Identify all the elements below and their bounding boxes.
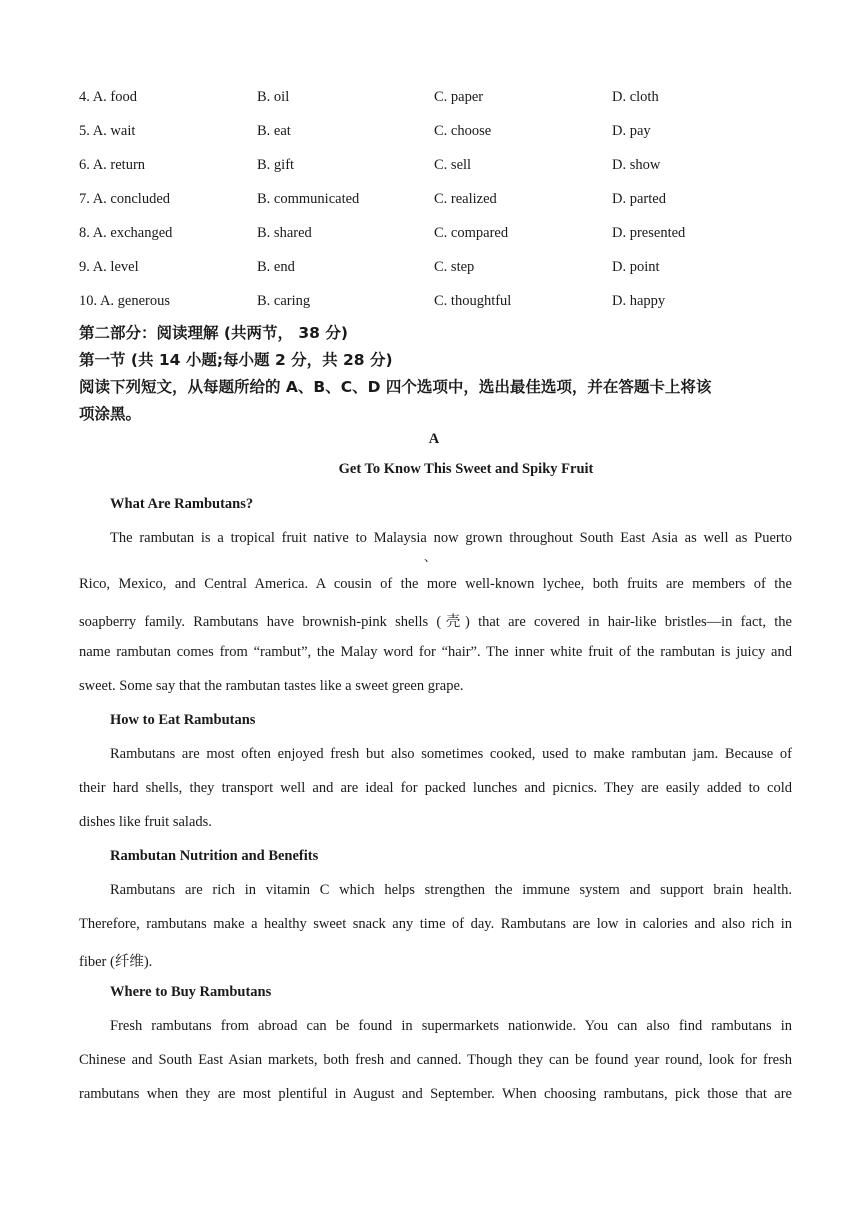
part2-heading: 第二部分：阅读理解 (共两节， 38 分) xyxy=(79,324,348,342)
option-row-9 xyxy=(0,259,868,281)
subheading-where-to-buy: Where to Buy Rambutans xyxy=(110,984,272,1000)
option-d: D. pay xyxy=(612,123,651,139)
paragraph-line: Rambutans are rich in vitamin C which helps strengthen the immune system and support brain health. xyxy=(110,882,792,898)
option-c: C. paper xyxy=(434,89,484,105)
option-a: 10. A. generous xyxy=(79,293,171,309)
passage-title: Get To Know This Sweet and Spiky Fruit xyxy=(338,461,594,477)
option-d: D. point xyxy=(612,259,660,275)
subheading-how-to-eat: How to Eat Rambutans xyxy=(110,712,256,728)
stray-mark: 、 xyxy=(424,550,437,564)
option-a: 9. A. level xyxy=(79,259,139,275)
paragraph-line: sweet. Some say that the rambutan tastes like a sweet green grape. xyxy=(79,678,464,694)
option-c: C. step xyxy=(434,259,475,275)
option-a: 6. A. return xyxy=(79,157,146,173)
option-d: D. happy xyxy=(612,293,666,309)
paragraph-line: fiber (纤维). xyxy=(79,954,153,970)
paragraph-line: name rambutan comes from “rambut”, the Malay word for “hair”. The inner white fruit of the rambutan is juicy and xyxy=(79,644,792,660)
option-c: C. compared xyxy=(434,225,509,241)
option-c: C. sell xyxy=(434,157,472,173)
option-a: 8. A. exchanged xyxy=(79,225,173,241)
paragraph-line: soapberry family. Rambutans have brownish-pink shells (壳) that are covered in hair-like bristles—in fact, the xyxy=(79,614,792,630)
instruction-line-1: 阅读下列短文，从每题所给的 A、B、C、D 四个选项中，选出最佳选项，并在答题卡上将该 xyxy=(79,378,712,396)
paragraph-line: Rambutans are most often enjoyed fresh but also sometimes cooked, used to make rambutan jam. Because of xyxy=(110,746,792,762)
option-row-5 xyxy=(0,123,868,145)
passage-letter: A xyxy=(428,431,440,447)
paragraph-line: dishes like fruit salads. xyxy=(79,814,212,830)
option-a: 7. A. concluded xyxy=(79,191,171,207)
option-b: B. oil xyxy=(257,89,290,105)
paragraph-line: their hard shells, they transport well and are ideal for packed lunches and picnics. They are easily added to cold xyxy=(79,780,792,796)
option-row-6 xyxy=(0,157,868,179)
paragraph-line: Rico, Mexico, and Central America. A cousin of the more well-known lychee, both fruits are members of the xyxy=(79,576,792,592)
option-b: B. communicated xyxy=(257,191,360,207)
paragraph-line: Fresh rambutans from abroad can be found in supermarkets nationwide. You can also find rambutans in xyxy=(110,1018,792,1034)
section1-heading: 第一节 (共 14 小题;每小题 2 分，共 28 分) xyxy=(79,351,393,369)
option-b: B. shared xyxy=(257,225,312,241)
option-b: B. caring xyxy=(257,293,311,309)
option-b: B. end xyxy=(257,259,295,275)
option-c: C. choose xyxy=(434,123,492,139)
option-c: C. thoughtful xyxy=(434,293,512,309)
option-row-8 xyxy=(0,225,868,247)
subheading-what-are: What Are Rambutans? xyxy=(110,496,254,512)
paragraph-line: Therefore, rambutans make a healthy sweet snack any time of day. Rambutans are low in calories and also rich in xyxy=(79,916,792,932)
option-d: D. parted xyxy=(612,191,666,207)
option-a: 4. A. food xyxy=(79,89,137,105)
option-d: D. show xyxy=(612,157,661,173)
option-b: B. gift xyxy=(257,157,295,173)
option-a: 5. A. wait xyxy=(79,123,136,139)
option-row-10 xyxy=(0,293,868,315)
subheading-nutrition: Rambutan Nutrition and Benefits xyxy=(110,848,319,864)
paragraph-line: Chinese and South East Asian markets, both fresh and canned. Though they can be found year round, look for fresh xyxy=(79,1052,792,1068)
paragraph-line: The rambutan is a tropical fruit native to Malaysia now grown throughout South East Asia as well as Puerto xyxy=(110,530,792,546)
option-d: D. presented xyxy=(612,225,686,241)
option-row-4 xyxy=(0,89,868,111)
option-d: D. cloth xyxy=(612,89,659,105)
instruction-line-2: 项涂黑。 xyxy=(79,405,142,423)
option-b: B. eat xyxy=(257,123,291,139)
option-c: C. realized xyxy=(434,191,497,207)
option-row-7 xyxy=(0,191,868,213)
paragraph-line: rambutans when they are most plentiful in August and September. When choosing rambutans, pick those that are xyxy=(79,1086,792,1102)
